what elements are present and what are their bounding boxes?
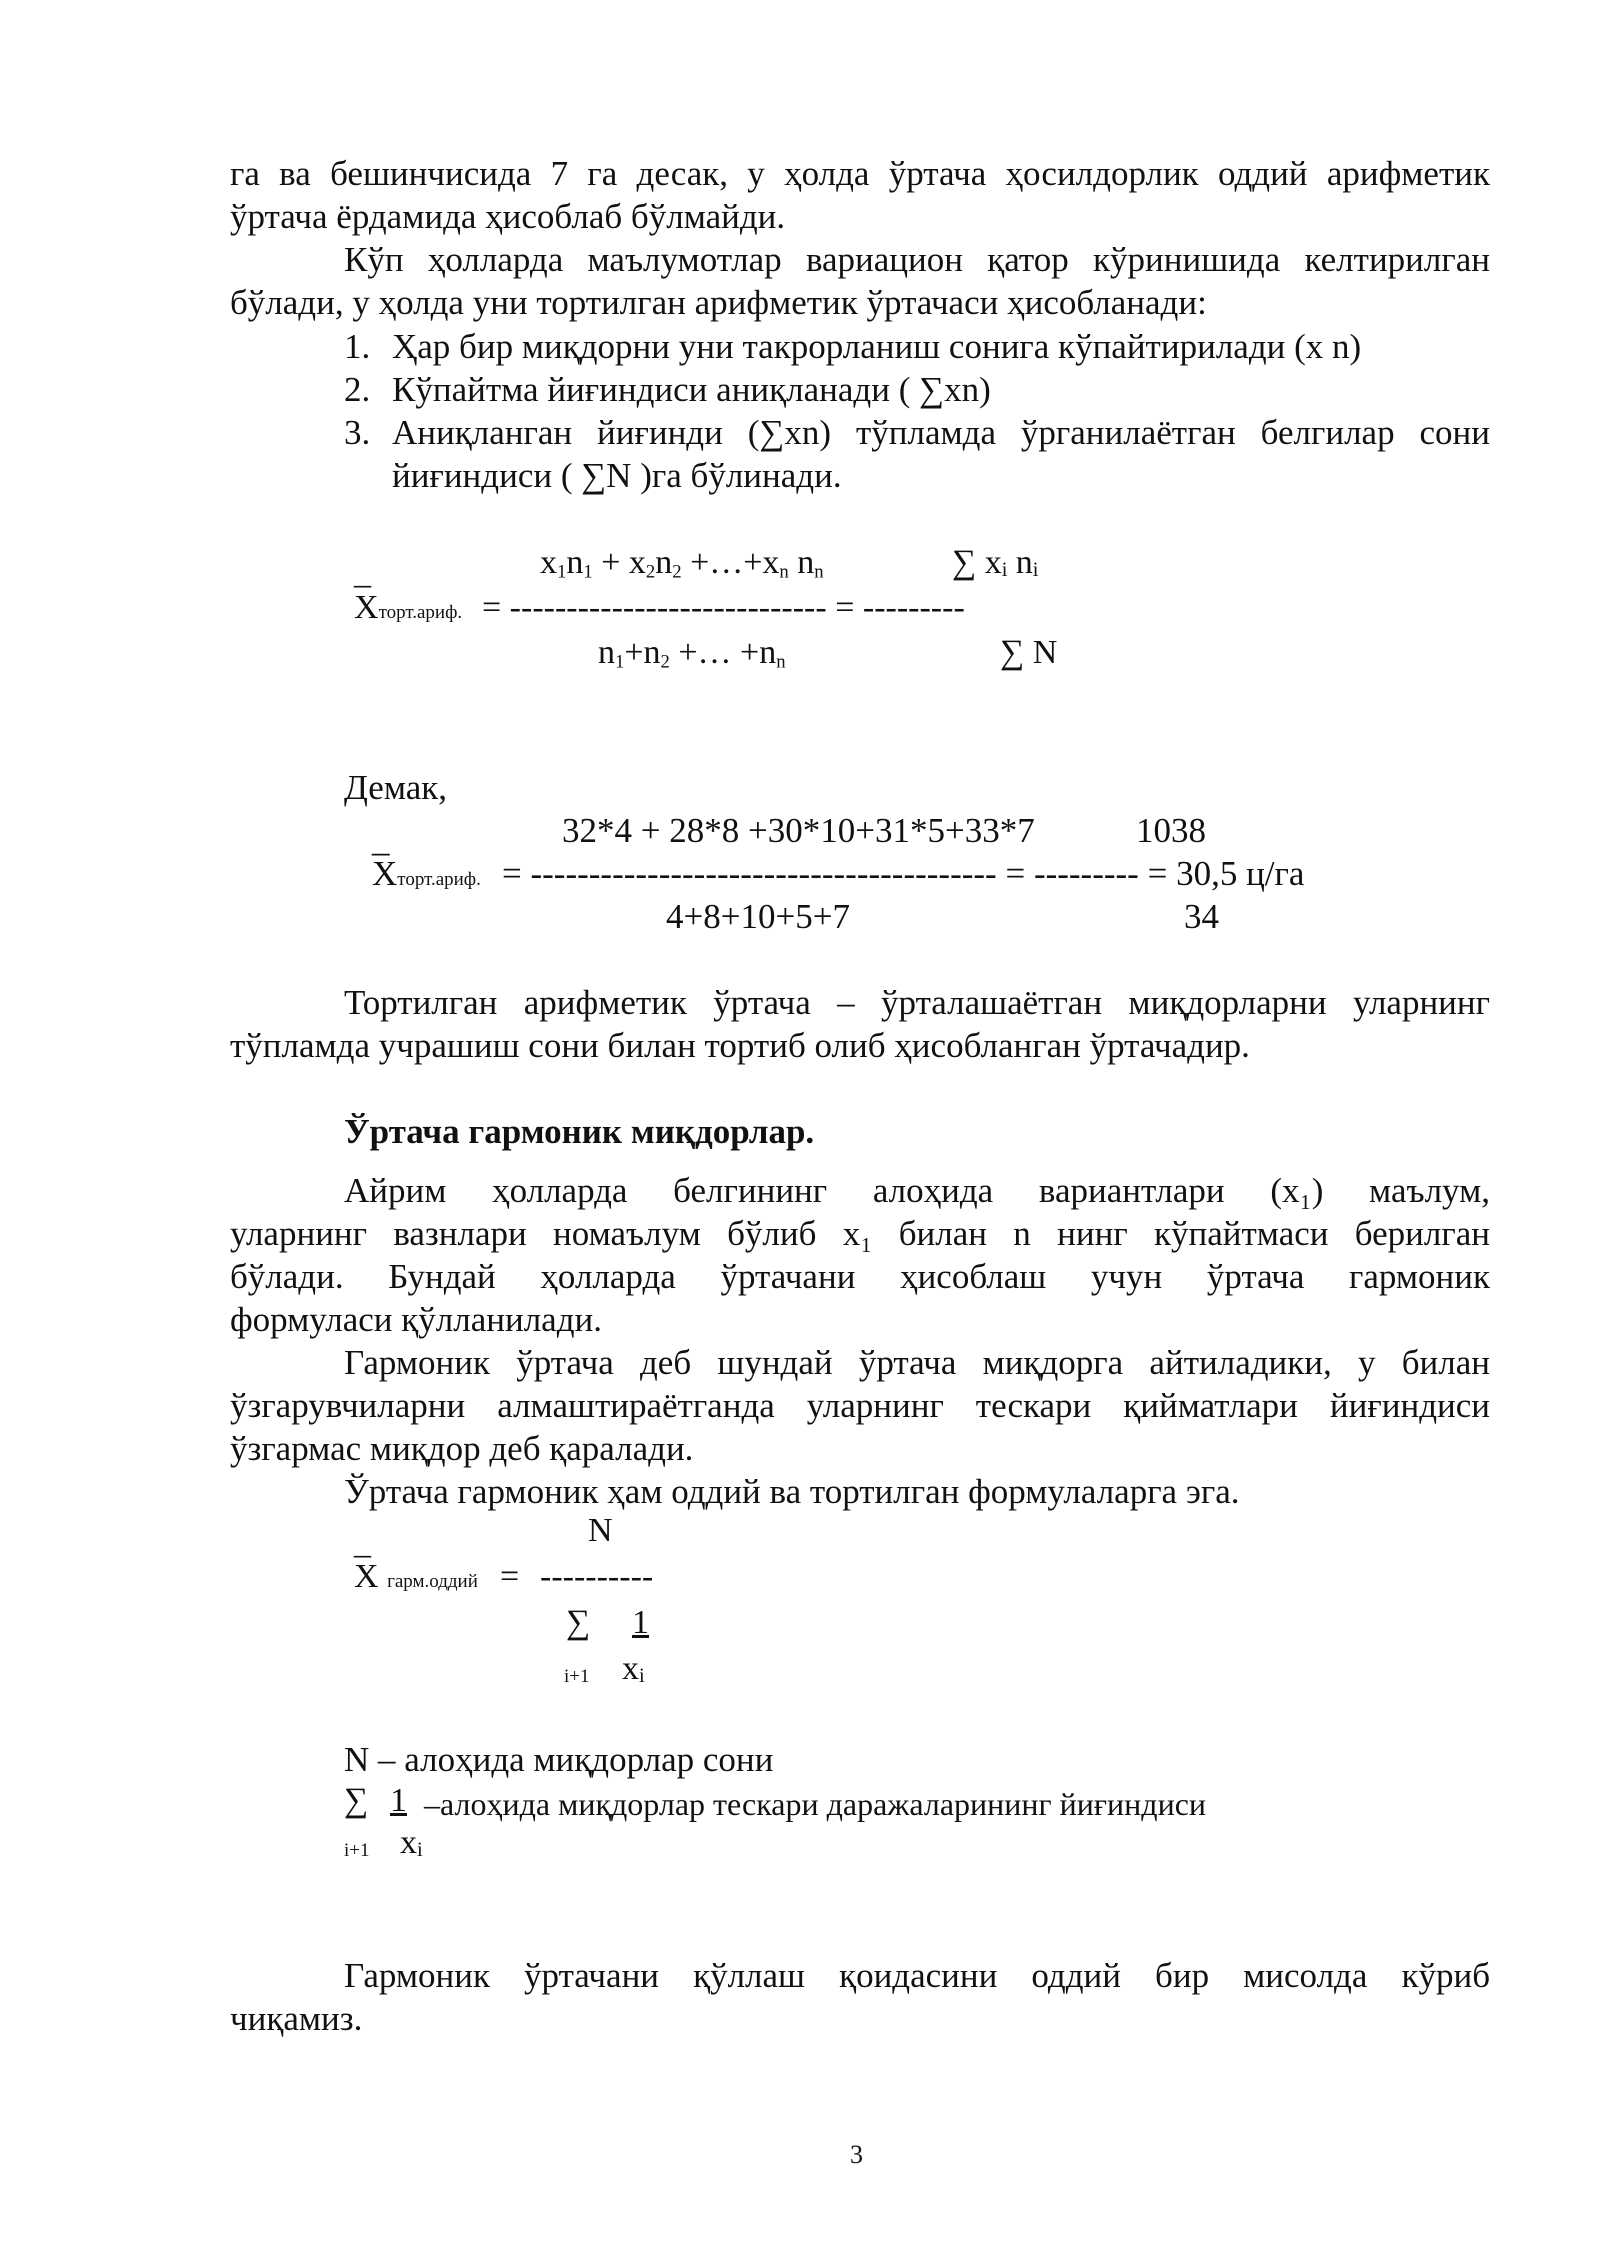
formula2-fraction-line: = ---------------------------------------- = --------- = 30,5 ц/га: [502, 854, 1305, 893]
legend-description: –алоҳида миқдорлар тескари даражаларининг йиғиндиси: [424, 1786, 1207, 1822]
list-item-3-line1: Аниқланган йиғинди (∑xn) тўпламда ўрганилаётган белгилар сони: [392, 413, 1490, 452]
para7-line1: Гармоник ўртачани қўллаш қоидасини оддий бир мисолда кўриб: [344, 1956, 1490, 1995]
formula1-sum-denominator: ∑ N: [1000, 634, 1058, 671]
formula3-fraction-line: ----------: [540, 1558, 654, 1595]
para7-line2: чиқамиз.: [230, 1999, 363, 2038]
formula2-bar: _: [372, 820, 390, 859]
formula2-value-denominator: 34: [1184, 897, 1219, 936]
formula2-value-numerator: 1038: [1136, 811, 1206, 850]
list-number-1: 1.: [344, 327, 371, 366]
para2-line2: бўлади, у ҳолда уни тортилган арифметик ўртачаси ҳисобланади:: [230, 283, 1207, 322]
formula3-numerator: N: [588, 1512, 613, 1549]
para2-line1: Кўп ҳолларда маълумотлар вариацион қатор кўринишида келтирилган: [344, 240, 1490, 279]
page-number: 3: [850, 2140, 863, 2169]
list-number-3: 3.: [344, 413, 371, 452]
formula3-bar: _: [354, 1524, 371, 1561]
formula3-sigma: ∑: [566, 1604, 591, 1641]
formula3-xi: xᵢ: [622, 1650, 645, 1687]
formula2-numerator: 32*4 + 28*8 +30*10+31*5+33*7: [562, 811, 1035, 850]
formula1-numerator: $x_1n_1 + x_2n_2$ $+\dots+x_n$ $n_n$: [540, 544, 824, 583]
para3-line1: Тортилган арифметик ўртача – ўрталашаётган миқдорларни уларнинг: [344, 983, 1490, 1022]
para5-line3: ўзгармас миқдор деб қаралади.: [230, 1429, 694, 1468]
para4-line1: Айрим ҳолларда белгининг алоҳида вариантлари (x₁) маълум,: [344, 1171, 1490, 1210]
formula2-denominator: 4+8+10+5+7: [666, 897, 850, 936]
formula1-fraction-line: = ---------------------------- = ---------: [482, 589, 965, 626]
formula1-sum-numerator: ∑ xᵢ nᵢ: [952, 544, 1039, 581]
list-number-2: 2.: [344, 370, 371, 409]
para4-line4: формуласи қўлланилади.: [230, 1300, 602, 1339]
legend-sigma: ∑: [344, 1782, 369, 1819]
para1-line2: ўртача ёрдамида ҳисоблаб бўлмайди.: [230, 197, 786, 236]
para5-line1: Гармоник ўртача деб шундай ўртача миқдорга айтиладики, у билан: [344, 1343, 1490, 1382]
para5-line2: ўзгарувчиларни алмаштираётганда уларнинг тескари қийматлари йиғиндиси: [230, 1386, 1490, 1425]
para4-line2: уларнинг вазнлари номаълум бўлиб x₁ билан n нинг кўпайтмаси берилган: [230, 1214, 1490, 1253]
legend-xi: xᵢ: [400, 1824, 423, 1861]
list-item-1: Ҳар бир миқдорни уни такрорланиш сонига кўпайтирилади (x n): [392, 327, 1362, 366]
para3-line2: тўпламда учрашиш сони билан тортиб олиб ҳисобланган ўртачадир.: [230, 1026, 1250, 1065]
formula3-index: i+1: [564, 1666, 590, 1687]
para1-line1: га ва бешинчисида 7 га десак, у ҳолда ўртача ҳосилдорлик оддий арифметик: [230, 154, 1490, 193]
legend-n: N – алоҳида миқдорлар сони: [344, 1740, 774, 1779]
formula1-bar: _: [354, 554, 371, 591]
formula1-x: Xторт.ариф.: [354, 589, 463, 626]
list-item-3-line2: йиғиндиси ( ∑N )га бўлинади.: [392, 456, 842, 495]
legend-one: 1: [390, 1782, 407, 1819]
formula3-x: X гарм.оддий: [354, 1558, 478, 1595]
para6: Ўртача гармоник ҳам оддий ва тортилган формулаларга эга.: [344, 1472, 1240, 1511]
formula3-equals: =: [500, 1558, 520, 1595]
para4-line3: бўлади. Бундай ҳолларда ўртачани ҳисоблаш учун ўртача гармоник: [230, 1257, 1490, 1296]
formula2-x: Xторт.ариф.: [372, 854, 481, 893]
formula1-denominator: $n_1+n_2$ +… $+n_n$: [598, 634, 786, 673]
list-item-2: Кўпайтма йиғиндиси аниқланади ( ∑xn): [392, 370, 991, 409]
section-heading: Ўртача гармоник миқдорлар.: [344, 1112, 815, 1151]
legend-index: i+1: [344, 1840, 370, 1861]
formula3-one: 1: [632, 1604, 649, 1641]
demak-label: Демак,: [344, 768, 448, 807]
